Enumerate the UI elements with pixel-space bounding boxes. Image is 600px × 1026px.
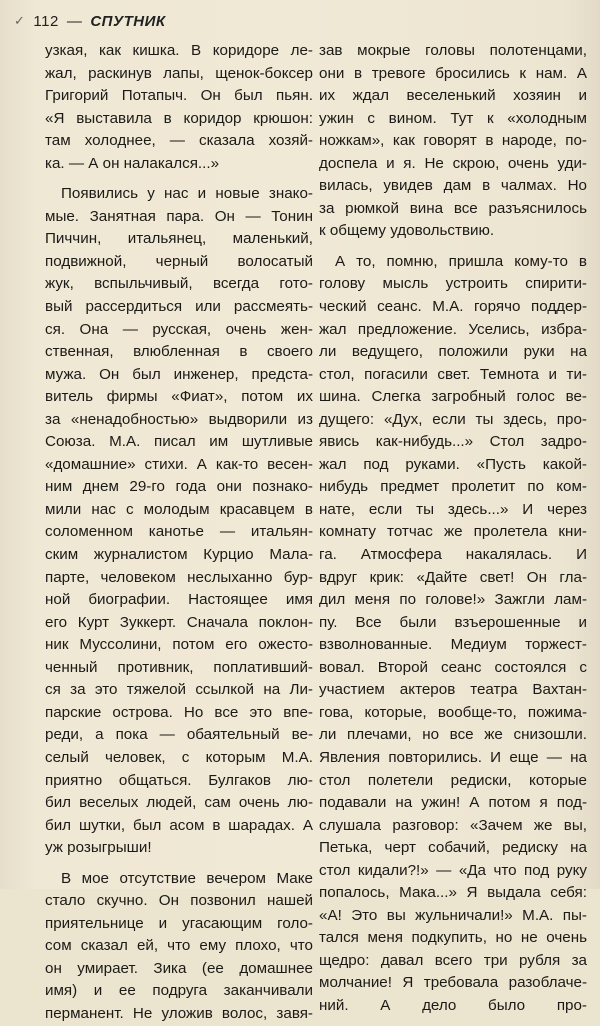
text-line: нате, если ты здесь...» И через: [319, 500, 587, 518]
text-line: пу. Все были взъерошенные и: [319, 613, 587, 631]
paragraph-gap: [45, 860, 313, 868]
text-line: жук, вспыльчивый, всегда гото-: [45, 275, 313, 293]
text-line: гова, которые, вообще-то, пожима-: [319, 703, 587, 721]
text-line: вилась, увидев дам в чалмах. Но: [319, 177, 587, 195]
text-line: «А! Это вы жульничали!» М.А. пы-: [319, 906, 587, 924]
text-line: мужа. Он был инженер, предста-: [45, 365, 313, 383]
text-line: его Курт Зуккерт. Сначала поклон-: [45, 613, 313, 631]
text-line: ним днем 29-го года они познако-: [45, 478, 313, 496]
text-line: Петька, черт собачий, редиску на: [319, 839, 587, 857]
header-separator: —: [66, 12, 83, 30]
text-line: стол, погасили свет. Темнота и ти-: [319, 365, 587, 383]
page-number: 112: [33, 12, 59, 30]
text-line: парте, человеком неслыханно бур-: [45, 568, 313, 586]
text-line: ченный противник, поплативший-: [45, 658, 313, 676]
text-line: бил веселых людей, сам очень лю-: [45, 794, 313, 812]
text-line: реди, а пока — обаятельный ве-: [45, 726, 313, 744]
text-line: комнату тотчас же пролетела кни-: [319, 523, 587, 541]
text-line: зав мокрые головы полотенцами,: [319, 42, 587, 59]
text-line: имя) и ее подруга заканчивали: [45, 982, 313, 1000]
text-line: подвижной, черный волосатый: [45, 252, 313, 270]
text-line: слушала разговор: «Зачем же вы,: [319, 816, 587, 834]
text-line: к общему удовольствию.: [319, 222, 495, 240]
text-line: Пиччин, итальянец, маленький,: [45, 230, 313, 248]
text-line: витель фирмы «Фиат», потом их: [45, 388, 313, 406]
text-line: соломенном канотье — итальян-: [45, 523, 313, 541]
text-line: мили нас с молодым красавцем в: [45, 500, 313, 518]
text-line: ся за это тяжелой ссылкой на Ли-: [45, 681, 313, 699]
text-line: вдруг крик: «Дайте свет! Он гла-: [319, 568, 587, 586]
text-line: попалось, Мака...» Я выдала себя:: [319, 884, 587, 902]
text-line: голову мысль устроить спирити-: [319, 275, 587, 293]
text-line: взволнованные. Медиум торжест-: [319, 636, 587, 654]
text-line: щедро: давал всего три рубля за: [319, 951, 587, 969]
text-line: ужин с вином. Тут к «холодным: [319, 109, 587, 127]
text-line: за рюмкой вина все разъяснилось: [319, 199, 587, 217]
text-line: Появились у нас и новые знако-: [61, 185, 313, 203]
text-line: ли ведущего, положили руки на: [319, 343, 587, 361]
text-line: приятельнице и угасающим голо-: [45, 914, 313, 932]
text-line: ник Муссолини, потом его ожесто-: [45, 636, 313, 654]
text-line: бил шутки, был асом в шарадах. А: [45, 816, 313, 834]
text-line: ножкам», как говорят в народе, по-: [319, 132, 587, 150]
text-line: ственная, влюбленная в своего: [45, 343, 313, 361]
text-line: мые. Занятная пара. Он — Тонин: [45, 207, 313, 225]
text-line: вовал. Второй сеанс состоялся с: [319, 658, 587, 676]
text-line: «домашние» стихи. А как-то весен-: [45, 455, 313, 473]
right-text-column: [319, 40, 587, 1018]
text-line: Григорий Потапыч. Он был пьян.: [45, 87, 313, 105]
text-line: ся. Она — русская, очень жен-: [45, 320, 313, 338]
text-line: «Я выставила в коридор крюшон:: [45, 109, 313, 127]
text-line: молчание! Я требовала разоблаче-: [319, 974, 587, 992]
text-line: жал под руками. «Пусть какой-: [319, 455, 587, 473]
text-line: ний. А дело было про-: [319, 996, 587, 1014]
text-line: А то, помню, пришла кому-то в: [335, 252, 587, 270]
text-line: Явления повторились. И еще — на: [319, 748, 587, 766]
text-line: тался меня подкупить, но не очень: [319, 929, 587, 947]
text-line: жал предложение. Уселись, избра-: [319, 320, 587, 338]
paragraph-gap: [45, 175, 313, 183]
text-line: узкая, как кишка. В коридоре ле-: [45, 42, 313, 59]
text-line: га. Атмосфера накалялась. И: [319, 546, 587, 564]
text-line: перманент. Не уложив волос, завя-: [45, 1004, 313, 1022]
text-line: В мое отсутствие вечером Маке: [61, 869, 313, 887]
text-line: доспела и я. Не скрою, очень уди-: [319, 154, 587, 172]
text-line: он умирает. Зика (ее домашнее: [45, 959, 313, 977]
text-line: дущего: «Дух, если ты здесь, про-: [319, 410, 587, 428]
text-line: стол полетели редиски, которые: [319, 771, 587, 789]
text-line: нибудь предмет пролетит по ком-: [319, 478, 587, 496]
text-line: явись как-нибудь...» Стол задро-: [319, 433, 587, 451]
text-line: парские острова. Но все это впе-: [45, 703, 313, 721]
text-line: стало скучно. Он позвонил нашей: [45, 892, 313, 910]
text-line: дил меня по голове!» Зажгли лам-: [319, 591, 587, 609]
paragraph-gap: [319, 243, 587, 251]
text-line: шина. Слегка загробный голос ве-: [319, 388, 587, 406]
text-line: уж розыгрыши!: [45, 839, 152, 857]
text-line: стол кидали?!» — «Да что под руку: [319, 861, 587, 879]
text-line: за «ненадобностью» выдворили из: [45, 410, 313, 428]
text-line: вый рассердиться или рассмеять-: [45, 298, 313, 316]
left-text-column: [45, 40, 313, 1026]
text-line: Союза. М.А. писал им шутливые: [45, 433, 313, 451]
text-line: ной биографии. Настоящее имя: [45, 591, 313, 609]
text-line: их ждал веселенький хозяин и: [319, 87, 587, 105]
text-line: ка. — А он налакался...»: [45, 154, 220, 172]
text-line: они в тревоге бросились к нам. А: [319, 64, 587, 82]
text-line: жал, раскинув лапы, щенок-боксер: [45, 64, 313, 82]
text-line: приятно общаться. Булгаков лю-: [45, 771, 313, 789]
check-mark-icon: ✓: [14, 13, 26, 28]
text-line: селый человек, с которым М.А.: [45, 748, 313, 766]
page-header: [14, 10, 166, 32]
text-line: там холоднее, — сказала хозяй-: [45, 132, 313, 150]
text-line: сом сказал ей, что ему плохо, что: [45, 937, 313, 955]
text-line: ческий сеанс. М.А. горячо поддер-: [319, 298, 587, 316]
magazine-title: СПУТНИК: [90, 12, 166, 30]
text-line: ли плечами, но все же снизошли.: [319, 726, 587, 744]
text-line: участием актеров театра Вахтан-: [319, 681, 587, 699]
text-line: подавали на ужин! А потом я под-: [319, 794, 587, 812]
text-line: ским журналистом Курцио Мала-: [45, 546, 313, 564]
